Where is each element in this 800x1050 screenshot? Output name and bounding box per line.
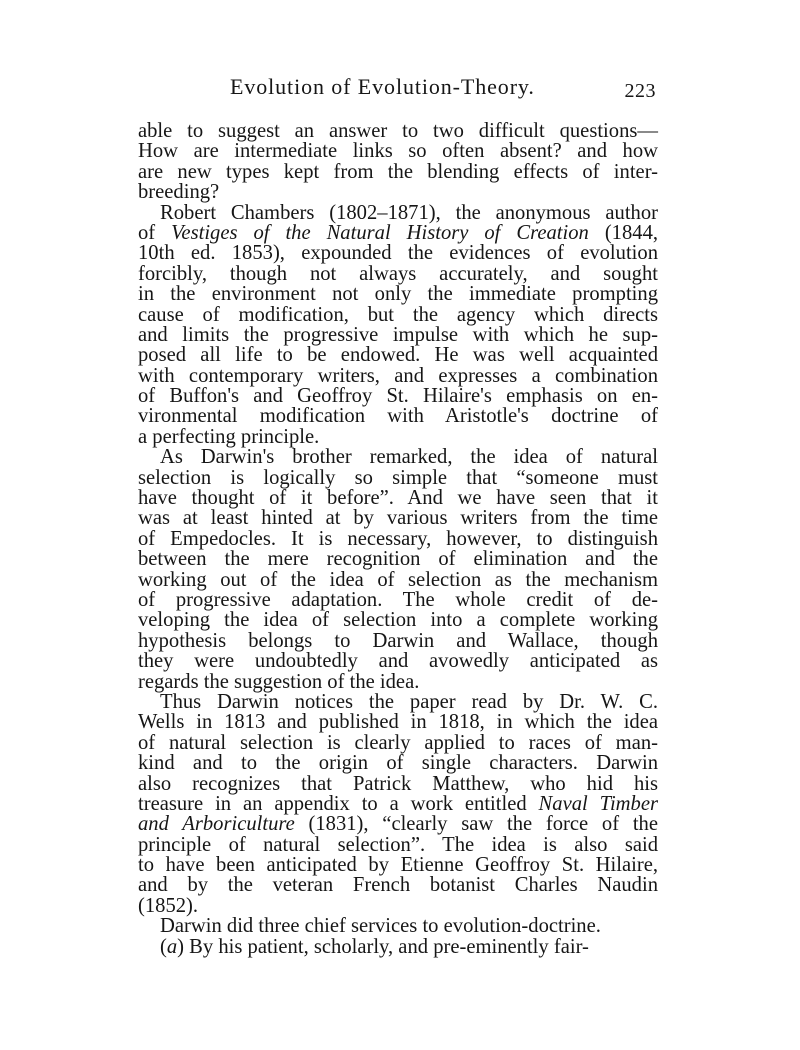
text-line xyxy=(138,243,658,263)
text-line xyxy=(138,305,658,325)
text-line xyxy=(138,325,658,345)
text-run: 10th ed. 1853), expounded the evidences of evolution xyxy=(138,242,658,265)
text-line xyxy=(138,488,658,508)
text-run: and by the veteran French botanist Charles Naudin xyxy=(138,874,658,897)
text-line xyxy=(138,631,658,651)
text-run: between the mere recognition of elimination and the xyxy=(138,548,658,571)
text-line xyxy=(138,386,658,406)
text-run: breeding? xyxy=(138,181,220,204)
text-run: forcibly, though not always accurately, and sought xyxy=(138,262,658,285)
text-run: of natural selection is clearly applied to races of man- xyxy=(138,731,658,754)
text-run: Darwin did three chief services to evolution-doctrine. xyxy=(160,915,601,938)
text-run: Wells in 1813 and published in 1818, in which the idea xyxy=(138,711,658,734)
italic-title: and Arboriculture xyxy=(138,813,295,836)
text-line xyxy=(138,529,658,549)
text-run: regards the suggestion of the idea. xyxy=(138,670,420,693)
text-run: of xyxy=(138,221,172,244)
text-line xyxy=(138,182,658,202)
text-line xyxy=(138,141,658,161)
text-run: to have been anticipated by Etienne Geoffroy St. Hilaire, xyxy=(138,854,658,877)
text-run: of Buffon's and Geoffroy St. Hilaire's emphasis on en- xyxy=(138,385,658,408)
text-run: kind and to the origin of single characters. Darwin xyxy=(138,752,658,775)
text-line xyxy=(138,712,658,732)
text-line xyxy=(138,794,658,814)
text-line xyxy=(138,284,658,304)
text-run: able to suggest an answer to two difficult questions— xyxy=(138,120,658,142)
text-run: was at least hinted at by various writers from the time xyxy=(138,507,658,530)
text-run: veloping the idea of selection into a complete working xyxy=(138,609,658,632)
italic-title: a xyxy=(166,935,178,958)
page-number: 223 xyxy=(624,80,656,102)
text-run: a perfecting principle. xyxy=(138,425,320,448)
text-line xyxy=(138,570,658,590)
text-run: Robert Chambers (1802–1871), the anonymous author xyxy=(160,201,658,224)
italic-title: Naval Timber xyxy=(538,792,658,815)
text-run: with contemporary writers, and expresses a combination xyxy=(138,364,658,387)
text-line xyxy=(138,733,658,753)
text-line xyxy=(138,692,658,712)
text-line xyxy=(138,916,658,936)
text-run: posed all life to be endowed. He was well acquainted xyxy=(138,344,658,367)
text-run: treasure in an appendix to a work entitled xyxy=(138,792,539,815)
text-line xyxy=(138,203,658,223)
text-line xyxy=(138,875,658,895)
text-line xyxy=(138,345,658,365)
text-line xyxy=(138,590,658,610)
text-run: vironmental modification with Aristotle's doctrine of xyxy=(138,405,658,428)
text-run: (1852). xyxy=(138,894,199,917)
text-line xyxy=(138,264,658,284)
text-line xyxy=(138,121,658,141)
text-run: (1831), “clearly saw the force of the xyxy=(294,813,658,836)
text-run: As Darwin's brother remarked, the idea of natural xyxy=(160,446,658,469)
text-line xyxy=(138,672,658,692)
text-run: principle of natural selection”. The idea is also said xyxy=(138,833,658,856)
text-run: cause of modification, but the agency which directs xyxy=(138,303,658,326)
text-line xyxy=(138,468,658,488)
text-line xyxy=(138,753,658,773)
text-run: ( xyxy=(160,935,167,958)
text-run: they were undoubtedly and avowedly anticipated as xyxy=(138,650,658,673)
text-run: of Empedocles. It is necessary, however, to distinguish xyxy=(138,527,658,550)
text-line xyxy=(138,406,658,426)
text-run: Thus Darwin notices the paper read by Dr. W. C. xyxy=(160,690,658,713)
text-line xyxy=(138,447,658,467)
text-run: of progressive adaptation. The whole credit of de- xyxy=(138,588,658,611)
text-line xyxy=(138,223,658,243)
text-run: (1844, xyxy=(588,221,659,244)
text-run: have thought of it before”. And we have seen that it xyxy=(138,487,658,510)
text-line xyxy=(138,835,658,855)
text-run: selection is logically so simple that “someone must xyxy=(138,466,658,489)
text-line xyxy=(138,774,658,794)
text-line xyxy=(138,610,658,630)
text-run: ) By his patient, scholarly, and pre-eminently fair- xyxy=(177,935,589,958)
text-line xyxy=(138,162,658,182)
text-line xyxy=(138,855,658,875)
text-line xyxy=(138,508,658,528)
italic-title: Vestiges of the Natural History of Creation xyxy=(171,221,589,244)
body-text xyxy=(138,121,658,957)
text-line xyxy=(138,366,658,386)
text-run: are new types kept from the blending effects of inter- xyxy=(138,160,658,183)
text-run: hypothesis belongs to Darwin and Wallace, though xyxy=(138,629,658,652)
text-line xyxy=(138,427,658,447)
text-run: in the environment not only the immediate prompting xyxy=(138,283,658,306)
text-run: How are intermediate links so often absent? and how xyxy=(138,140,658,163)
running-head xyxy=(138,74,658,110)
text-run: working out of the idea of selection as the mechanism xyxy=(138,568,658,591)
text-line xyxy=(138,937,658,957)
text-line xyxy=(138,549,658,569)
running-title: Evolution of Evolution-Theory. xyxy=(230,74,535,99)
text-line xyxy=(138,651,658,671)
text-line xyxy=(138,896,658,916)
text-run: and limits the progressive impulse with which he sup- xyxy=(138,323,658,346)
text-run: also recognizes that Patrick Matthew, who hid his xyxy=(138,772,658,795)
text-line xyxy=(138,814,658,834)
